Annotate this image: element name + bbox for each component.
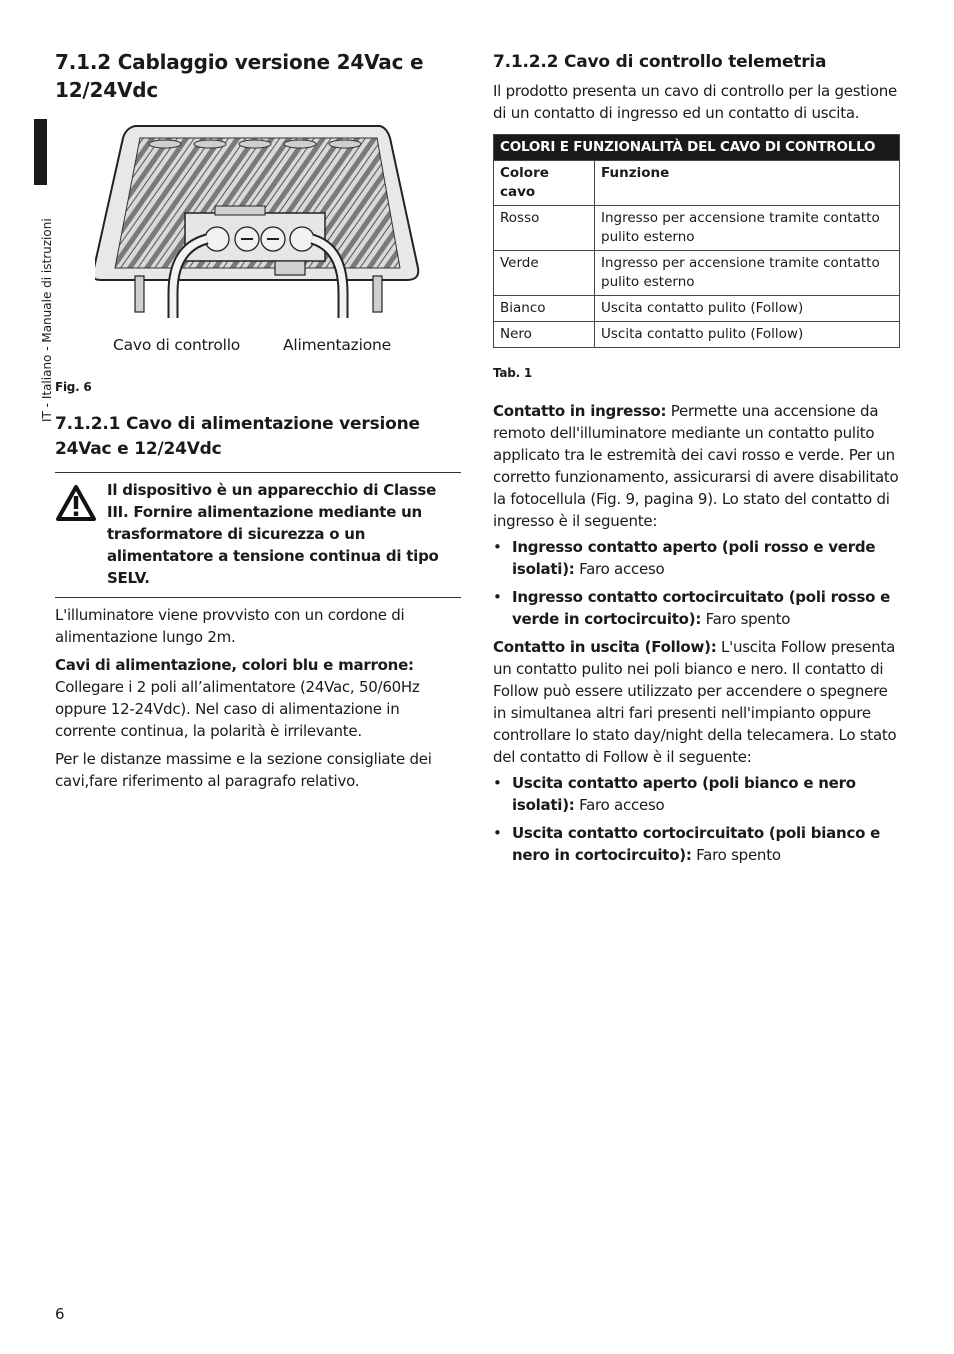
table-cell-function: Uscita contatto pulito (Follow): [595, 296, 900, 322]
output-contact-list: [493, 772, 900, 866]
figure-label-power: Alimentazione: [283, 336, 391, 354]
figure-caption: Fig. 6: [55, 380, 92, 394]
list-item: [493, 822, 900, 866]
table-header-color: Colore cavo: [494, 161, 595, 206]
list-item: [493, 536, 900, 580]
list-item-text: Faro spento: [691, 846, 781, 864]
control-cable-intro: Il prodotto presenta un cavo di controllo per la gestione di un contatto di ingresso ed un contatto di uscita.: [493, 82, 897, 122]
table-cell-color: Rosso: [494, 206, 595, 251]
table-row: [494, 322, 900, 348]
table-row: [494, 206, 900, 251]
paragraph-power-wires: [55, 654, 461, 742]
list-item-label: Uscita contatto cortocircuitato (poli bianco e nero in cortocircuito):: [512, 824, 881, 864]
warning-text: Il dispositivo è un apparecchio di Classe III. Fornire alimentazione mediante un trasformatore di sicurezza o un alimentatore a tensione continua di tipo SELV.: [107, 481, 439, 587]
input-contact-list: [493, 536, 900, 630]
power-wires-label: Cavi di alimentazione, colori blu e marrone:: [55, 656, 414, 674]
input-contact-label: Contatto in ingresso:: [493, 402, 667, 420]
table-cell-color: Nero: [494, 322, 595, 348]
left-column: [55, 48, 461, 792]
right-column: [493, 50, 900, 872]
table-row: [494, 251, 900, 296]
figure-6: [55, 118, 461, 358]
paragraph-output-contact: [493, 636, 900, 768]
table-cell-function: Ingresso per accensione tramite contatto pulito esterno: [595, 206, 900, 251]
paragraph-input-contact: [493, 400, 900, 532]
power-wires-text: Collegare i 2 poli all’alimentatore (24Vac, 50/60Hz oppure 12-24Vdc). Nel caso di alimentazione in corrente continua, la polarità è irrilevante.: [55, 678, 420, 740]
list-item-text: Faro spento: [701, 610, 791, 628]
sidebar-label: IT - Italiano - Manuale di istruzioni: [40, 218, 54, 422]
table-cell-color: Bianco: [494, 296, 595, 322]
figure-label-control-cable: Cavo di controllo: [113, 336, 241, 354]
list-item-label: Uscita contatto aperto (poli bianco e nero isolati):: [512, 774, 856, 814]
list-item-text: Faro acceso: [574, 796, 665, 814]
table-cell-color: Verde: [494, 251, 595, 296]
table-cell-function: Uscita contatto pulito (Follow): [595, 322, 900, 348]
paragraph-cable-distances: Per le distanze massime e la sezione consigliate dei cavi,fare riferimento al paragrafo relativo.: [55, 750, 432, 790]
paragraph-power-cord: L'illuminatore viene provvisto con un cordone di alimentazione lungo 2m.: [55, 606, 405, 646]
table-row: [494, 296, 900, 322]
input-contact-text: Permette una accensione da remoto dell'illuminatore mediante un contatto pulito applicato tra le estremità dei cavi rosso e verde. Per un corretto funzionamento, assicurarsi di avere disabilitato la fotocellula (Fig. 9, pagina 9). Lo stato del contatto di ingresso è il seguente:: [493, 402, 899, 530]
table-header-function: Funzione: [595, 161, 900, 206]
warning-box: [55, 472, 461, 598]
subsection-title-control-cable: 7.1.2.2 Cavo di controllo telemetria: [493, 52, 827, 72]
table-caption: Tab. 1: [493, 366, 532, 380]
list-item-label: Ingresso contatto aperto (poli rosso e verde isolati):: [512, 538, 876, 578]
output-contact-text: L'uscita Follow presenta un contatto pulito nei poli bianco e nero. Il contatto di Follow può essere utilizzato per accendere o spegnere in simultanea altri fari presenti nell'impianto oppure controllare lo stato day/night della telecamera. Lo stato del contatto di Follow è il seguente:: [493, 638, 897, 766]
list-item-label: Ingresso contatto cortocircuitato (poli rosso e verde in cortocircuito):: [512, 588, 891, 628]
list-item: [493, 586, 900, 630]
output-contact-label: Contatto in uscita (Follow):: [493, 638, 717, 656]
list-item: [493, 772, 900, 816]
cable-functions-table: [493, 134, 900, 348]
table-cell-function: Ingresso per accensione tramite contatto pulito esterno: [595, 251, 900, 296]
warning-triangle-icon: [55, 484, 97, 522]
list-item-text: Faro acceso: [574, 560, 665, 578]
illuminator-wiring-illustration: [95, 118, 425, 333]
subsection-title-power-cable: 7.1.2.1 Cavo di alimentazione versione 24Vac e 12/24Vdc: [55, 414, 420, 459]
page-number: 6: [55, 1305, 65, 1323]
sidebar-marker: [34, 119, 47, 185]
section-title: 7.1.2 Cablaggio versione 24Vac e 12/24Vdc: [55, 50, 424, 102]
table-title: COLORI E FUNZIONALITÀ DEL CAVO DI CONTROLLO: [494, 135, 900, 161]
